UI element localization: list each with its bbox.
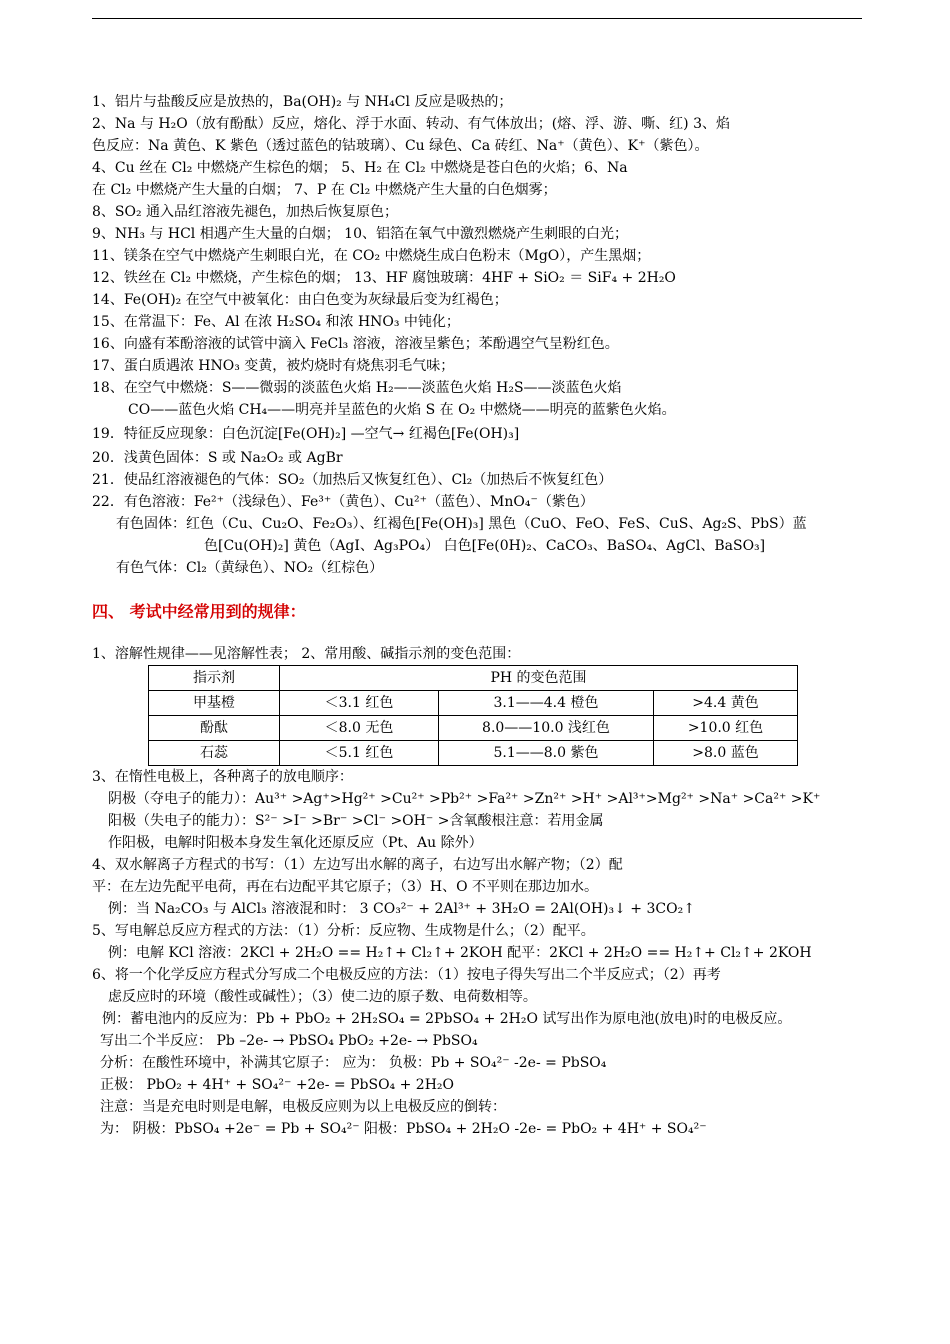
line: 5、写电解总反应方程式的方法：（1）分析：反应物、生成物是什么；（2）配平。 xyxy=(92,923,595,939)
line: 分析：在酸性环境中，补满其它原子： 应为： 负极：Pb + SO₄²⁻ -2e- = PbSO₄ xyxy=(100,1055,607,1071)
line: 4、Cu 丝在 Cl₂ 中燃烧产生棕色的烟； 5、H₂ 在 Cl₂ 中燃烧是苍白色的火焰；6、Na xyxy=(92,160,628,176)
line: 正极： PbO₂ + 4H⁺ + SO₄²⁻ +2e- = PbSO₄ + 2H₂O xyxy=(100,1077,455,1093)
line: 2、Na 与 H₂O（放有酚酞）反应，熔化、浮于水面、转动、有气体放出；(熔、浮、游、嘶、红) 3、焰 xyxy=(92,116,730,132)
header-rule xyxy=(92,18,862,19)
table-cell: 3.1——4.4 橙色 xyxy=(439,691,654,716)
line: 为： 阴极：PbSO₄ +2e⁻ = Pb + SO₄²⁻ 阳极：PbSO₄ + 2H₂O -2e- = PbO₂ + 4H⁺ + SO₄²⁻ xyxy=(100,1121,707,1137)
table-header-cell: 指示剂 xyxy=(149,666,280,691)
table-row xyxy=(149,741,798,766)
line: 1、铝片与盐酸反应是放热的，Ba(OH)₂ 与 NH₄Cl 反应是吸热的； xyxy=(92,94,513,110)
table-cell: 8.0——10.0 浅红色 xyxy=(439,716,654,741)
line: 1、溶解性规律——见溶解性表； 2、常用酸、碱指示剂的变色范围： xyxy=(92,646,521,662)
table-cell: ＜8.0 无色 xyxy=(280,716,439,741)
reaction-phenomenon: 19．特征反应现象：白色沉淀[Fe(OH)₂] —空气→ 红褐色[Fe(OH)₃] xyxy=(92,426,520,442)
table-cell: >8.0 蓝色 xyxy=(654,741,798,766)
line: 21．使品红溶液褪色的气体：SO₂（加热后又恢复红色）、Cl₂（加热后不恢复红色） xyxy=(92,472,613,488)
line: 写出二个半反应： Pb –2e- → PbSO₄ PbO₂ +2e- → PbSO₄ xyxy=(100,1033,478,1049)
table-row xyxy=(149,691,798,716)
line: 20．浅黄色固体：S 或 Na₂O₂ 或 AgBr xyxy=(92,450,343,466)
line: 15、在常温下：Fe、Al 在浓 H₂SO₄ 和浓 HNO₃ 中钝化； xyxy=(92,314,460,330)
line: 平：在左边先配平电荷，再在右边配平其它原子；（3）H、O 不平则在那边加水。 xyxy=(92,879,599,895)
line: 例：蓄电池内的反应为：Pb + PbO₂ + 2H₂SO₄ = 2PbSO₄ + 2H₂O 试写出作为原电池(放电)时的电极反应。 xyxy=(102,1011,792,1027)
line: CO——蓝色火焰 CH₄——明亮并呈蓝色的火焰 S 在 O₂ 中燃烧——明亮的蓝紫色火焰。 xyxy=(128,402,676,418)
table-cell: 石蕊 xyxy=(149,741,280,766)
line: 作阳极，电解时阳极本身发生氧化还原反应（Pt、Au 除外） xyxy=(108,835,483,851)
table-header-cell: PH 的变色范围 xyxy=(280,666,798,691)
line: 虑反应时的环境（酸性或碱性）；（3）使二边的原子数、电荷数相等。 xyxy=(108,989,537,1005)
document-body xyxy=(92,91,862,1140)
line: 14、Fe(OH)₂ 在空气中被氧化：由白色变为灰绿最后变为红褐色； xyxy=(92,292,508,308)
table-row xyxy=(149,716,798,741)
line: 例：电解 KCl 溶液：2KCl + 2H₂O == H₂↑+ Cl₂↑+ 2KOH 配平：2KCl + 2H₂O == H₂↑+ Cl₂↑+ 2KOH xyxy=(108,945,812,961)
line: 例：当 Na₂CO₃ 与 AlCl₃ 溶液混和时： 3 CO₃²⁻ + 2Al³⁺ + 3H₂O = 2Al(OH)₃↓ + 3CO₂↑ xyxy=(108,901,695,917)
line: 9、NH₃ 与 HCl 相遇产生大量的白烟； 10、铝箔在氧气中激烈燃烧产生刺眼的白光； xyxy=(92,226,628,242)
table-cell: 酚酞 xyxy=(149,716,280,741)
line: 阴极（夺电子的能力）：Au³⁺ >Ag⁺>Hg²⁺ >Cu²⁺ >Pb²⁺ >Fa²⁺ >Zn²⁺ >H⁺ >Al³⁺>Mg²⁺ >Na⁺ >Ca²⁺ >K⁺ xyxy=(108,791,821,807)
table-cell: ＜3.1 红色 xyxy=(280,691,439,716)
line: 17、蛋白质遇浓 HNO₃ 变黄，被灼烧时有烧焦羽毛气味； xyxy=(92,358,455,374)
table-cell: 甲基橙 xyxy=(149,691,280,716)
line: 12、铁丝在 Cl₂ 中燃烧，产生棕色的烟； 13、HF 腐蚀玻璃：4HF + SiO₂ ＝ SiF₄ + 2H₂O xyxy=(92,270,676,286)
line: 22．有色溶液：Fe²⁺（浅绿色）、Fe³⁺（黄色）、Cu²⁺（蓝色）、MnO₄⁻（紫色） xyxy=(92,494,594,510)
line: 4、双水解离子方程式的书写：（1）左边写出水解的离子，右边写出水解产物；（2）配 xyxy=(92,857,623,873)
line: 色反应：Na 黄色、K 紫色（透过蓝色的钴玻璃）、Cu 绿色、Ca 砖红、Na⁺（黄色）、K⁺（紫色）。 xyxy=(92,138,709,154)
line: 11、镁条在空气中燃烧产生刺眼白光，在 CO₂ 中燃烧生成白色粉末（MgO），产生黑烟； xyxy=(92,248,651,264)
table-header-row xyxy=(149,666,798,691)
table-cell: >10.0 红色 xyxy=(654,716,798,741)
table-cell: ＜5.1 红色 xyxy=(280,741,439,766)
line: 6、将一个化学反应方程式分写成二个电极反应的方法：（1）按电子得失写出二个半反应式；（2）再考 xyxy=(92,967,721,983)
line: 色[Cu(OH)₂] 黄色（AgI、Ag₃PO₄） 白色[Fe(0H)₂、CaCO₃、BaSO₄、AgCl、BaSO₃] xyxy=(204,538,766,554)
line: 3、在惰性电极上，各种离子的放电顺序： xyxy=(92,769,353,785)
table-cell: >4.4 黄色 xyxy=(654,691,798,716)
line: 16、向盛有苯酚溶液的试管中滴入 FeCl₃ 溶液，溶液呈紫色；苯酚遇空气呈粉红色。 xyxy=(92,336,619,352)
indicator-table xyxy=(148,665,798,766)
line: 阳极（失电子的能力）：S²⁻ >I⁻ >Br⁻ >Cl⁻ >OH⁻ >含氧酸根注意：若用金属 xyxy=(108,813,604,829)
line: 18、在空气中燃烧：S——微弱的淡蓝色火焰 H₂——淡蓝色火焰 H₂S——淡蓝色火焰 xyxy=(92,380,622,396)
line: 8、SO₂ 通入品红溶液先褪色，加热后恢复原色； xyxy=(92,204,399,220)
line: 在 Cl₂ 中燃烧产生大量的白烟； 7、P 在 Cl₂ 中燃烧产生大量的白色烟雾； xyxy=(92,182,557,198)
line: 有色固体：红色（Cu、Cu₂O、Fe₂O₃）、红褐色[Fe(OH)₃] 黑色（CuO、FeO、FeS、CuS、Ag₂S、PbS）蓝 xyxy=(116,516,807,532)
line: 注意：当是充电时则是电解，电极反应则为以上电极反应的倒转： xyxy=(100,1099,506,1115)
line xyxy=(92,421,862,447)
table-cell: 5.1——8.0 紫色 xyxy=(439,741,654,766)
section-heading: 四、 考试中经常用到的规律： xyxy=(92,602,306,621)
line: 有色气体：Cl₂（黄绿色）、NO₂（红棕色） xyxy=(116,560,384,576)
